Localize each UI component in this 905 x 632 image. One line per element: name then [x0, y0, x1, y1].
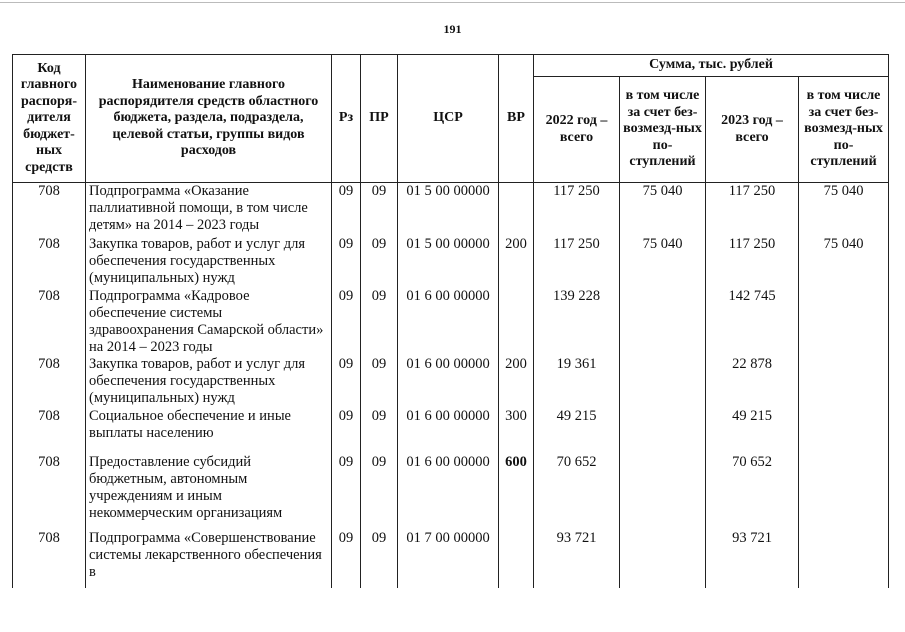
- row-pr: 09: [361, 530, 398, 588]
- header-csr: ЦСР: [398, 55, 499, 183]
- row-free-2023: [799, 408, 889, 454]
- header-pr: ПР: [361, 55, 398, 183]
- row-free-2023: [799, 454, 889, 530]
- row-free-2022: [620, 454, 706, 530]
- header-2023-total: 2023 год – всего: [706, 77, 799, 183]
- row-vr: 300: [499, 408, 534, 454]
- row-sum-2023: 70 652: [706, 454, 799, 530]
- row-free-2022: [620, 530, 706, 588]
- row-code: 708: [13, 288, 86, 356]
- row-code: 708: [13, 183, 86, 236]
- row-rz: 09: [332, 356, 361, 408]
- header-vr: ВР: [499, 55, 534, 183]
- row-rz: 09: [332, 288, 361, 356]
- row-vr: 600: [499, 454, 534, 530]
- row-name: Подпрограмма «Совершенствование системы лекарственного обеспечения в: [86, 530, 332, 588]
- row-name: Закупка товаров, работ и услуг для обеспечения государственных (муниципальных) нужд: [86, 356, 332, 408]
- row-pr: 09: [361, 408, 398, 454]
- row-csr: 01 5 00 00000: [398, 236, 499, 288]
- table-row: [13, 288, 889, 356]
- row-name: Подпрограмма «Оказание паллиативной помощи, в том числе детям» на 2014 – 2023 годы: [86, 183, 332, 236]
- row-pr: 09: [361, 454, 398, 530]
- row-sum-2022: 117 250: [534, 236, 620, 288]
- row-sum-2023: 93 721: [706, 530, 799, 588]
- row-csr: 01 6 00 00000: [398, 288, 499, 356]
- row-sum-2023: 117 250: [706, 236, 799, 288]
- row-sum-2023: 49 215: [706, 408, 799, 454]
- table-row: [13, 236, 889, 288]
- row-sum-2022: 70 652: [534, 454, 620, 530]
- row-rz: 09: [332, 530, 361, 588]
- row-code: 708: [13, 454, 86, 530]
- row-name: Социальное обеспечение и иные выплаты населению: [86, 408, 332, 454]
- header-2023-free: в том числе за счет без-возмезд-ных по-ступлений: [799, 77, 889, 183]
- row-csr: 01 5 00 00000: [398, 183, 499, 236]
- row-pr: 09: [361, 236, 398, 288]
- row-csr: 01 6 00 00000: [398, 356, 499, 408]
- row-free-2022: [620, 356, 706, 408]
- row-sum-2022: 19 361: [534, 356, 620, 408]
- row-free-2023: [799, 288, 889, 356]
- row-code: 708: [13, 530, 86, 588]
- header-rz: Рз: [332, 55, 361, 183]
- table-row: [13, 408, 889, 454]
- row-csr: 01 6 00 00000: [398, 408, 499, 454]
- row-pr: 09: [361, 356, 398, 408]
- page-number: 191: [443, 22, 462, 36]
- row-name: Подпрограмма «Кадровое обеспечение системы здравоохранения Самарской области» на 2014 – 2023 годы: [86, 288, 332, 356]
- row-rz: 09: [332, 454, 361, 530]
- header-sum: Сумма, тыс. рублей: [534, 55, 889, 77]
- row-sum-2023: 22 878: [706, 356, 799, 408]
- row-code: 708: [13, 356, 86, 408]
- row-rz: 09: [332, 236, 361, 288]
- row-pr: 09: [361, 183, 398, 236]
- row-vr: 200: [499, 356, 534, 408]
- budget-table-body: [13, 183, 889, 588]
- row-vr: [499, 288, 534, 356]
- row-sum-2022: 93 721: [534, 530, 620, 588]
- row-free-2023: 75 040: [799, 236, 889, 288]
- row-code: 708: [13, 408, 86, 454]
- row-sum-2023: 142 745: [706, 288, 799, 356]
- header-2022-total: 2022 год – всего: [534, 77, 620, 183]
- row-sum-2022: 139 228: [534, 288, 620, 356]
- row-name: Предоставление субсидий бюджетным, автономным учреждениям и иным некоммерческим организациям: [86, 454, 332, 530]
- row-name: Закупка товаров, работ и услуг для обеспечения государственных (муниципальных) нужд: [86, 236, 332, 288]
- header-name: Наименование главного распорядителя средств областного бюджета, раздела, подраздела, целевой статьи, группы видов расходов: [86, 55, 332, 183]
- row-vr: [499, 530, 534, 588]
- row-free-2022: 75 040: [620, 183, 706, 236]
- row-sum-2022: 49 215: [534, 408, 620, 454]
- table-row: [13, 530, 889, 588]
- row-free-2022: [620, 288, 706, 356]
- row-csr: 01 7 00 00000: [398, 530, 499, 588]
- row-free-2022: 75 040: [620, 236, 706, 288]
- row-free-2022: [620, 408, 706, 454]
- row-pr: 09: [361, 288, 398, 356]
- budget-table: [12, 54, 889, 588]
- row-free-2023: [799, 530, 889, 588]
- row-vr: 200: [499, 236, 534, 288]
- top-rule: [0, 2, 905, 3]
- row-rz: 09: [332, 408, 361, 454]
- row-csr: 01 6 00 00000: [398, 454, 499, 530]
- table-row: [13, 356, 889, 408]
- row-sum-2023: 117 250: [706, 183, 799, 236]
- row-free-2023: [799, 356, 889, 408]
- table-row: [13, 183, 889, 236]
- table-row: [13, 454, 889, 530]
- row-sum-2022: 117 250: [534, 183, 620, 236]
- row-code: 708: [13, 236, 86, 288]
- row-vr: [499, 183, 534, 236]
- header-2022-free: в том числе за счет без-возмезд-ных по-ступлений: [620, 77, 706, 183]
- row-rz: 09: [332, 183, 361, 236]
- row-free-2023: 75 040: [799, 183, 889, 236]
- header-code: Код главного распоря-дителя бюджет-ных средств: [13, 55, 86, 183]
